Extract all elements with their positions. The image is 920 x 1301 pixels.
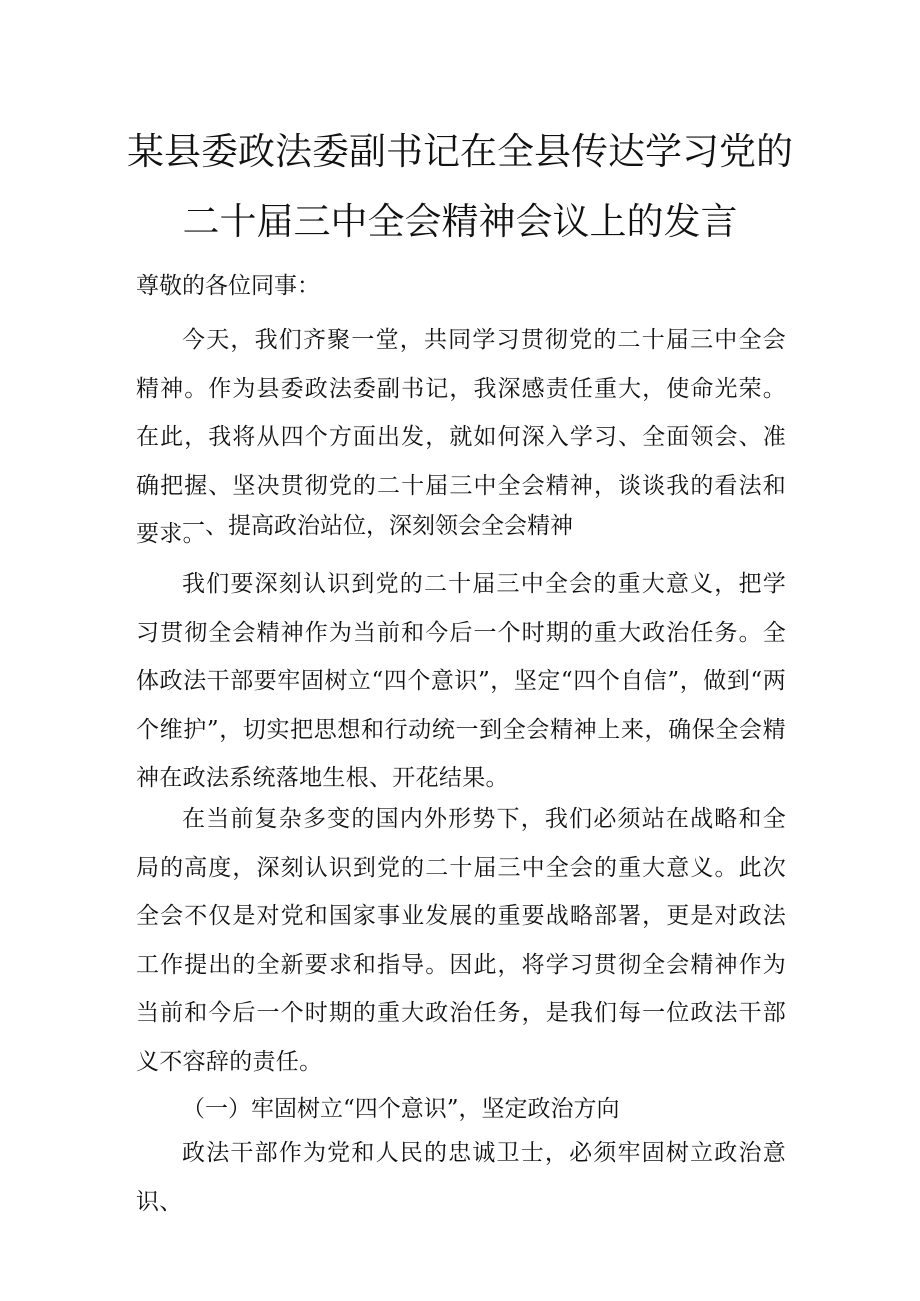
paragraph-subsection-1: 政法干部作为党和人民的忠诚卫士，必须牢固树立政治意识、 bbox=[136, 1140, 786, 1215]
document-title-line-1: 某县委政法委副书记在全县传达学习党的 bbox=[127, 130, 793, 173]
paragraph-section-1: 我们要深刻认识到党的二十届三中全会的重大意义，把学习贯彻全会精神作为当前和今后一个时期的重大政治任务。全体政法干部要牢固树立“四个意识”，坚定“四个自信”，做到“两个维护”，切实把思想和行动统一到全会精神上来，确保全会精神在政法系统落地生根、开花结果。 bbox=[136, 571, 786, 791]
paragraph-section-1-continued: 在当前复杂多变的国内外形势下，我们必须站在战略和全局的高度，深刻认识到党的二十届三中全会的重大意义。此次全会不仅是对党和国家事业发展的重要战略部署，更是对政法工作提出的全新要求和指导。因此，将学习贯彻全会精神作为当前和今后一个时期的重大政治任务，是我们每一位政法干部义不容辞的责任。 bbox=[136, 806, 786, 1075]
subsection-heading-1: （一）牢固树立“四个意识”，坚定政治方向 bbox=[182, 1096, 620, 1122]
section-heading-1: 一、提高政治站位，深刻领会全会精神 bbox=[182, 513, 573, 539]
document-title-line-2: 二十届三中全会精神会议上的发言 bbox=[182, 200, 738, 243]
greeting: 尊敬的各位同事： bbox=[136, 273, 320, 299]
paragraph-opening: 今天，我们齐聚一堂，共同学习贯彻党的二十届三中全会精神。作为县委政法委副书记，我深感责任重大，使命光荣。在此，我将从四个方面出发，就如何深入学习、全面领会、准确把握、坚决贯彻党的二十届三中全会精神，谈谈我的看法和要求。 bbox=[136, 327, 786, 547]
